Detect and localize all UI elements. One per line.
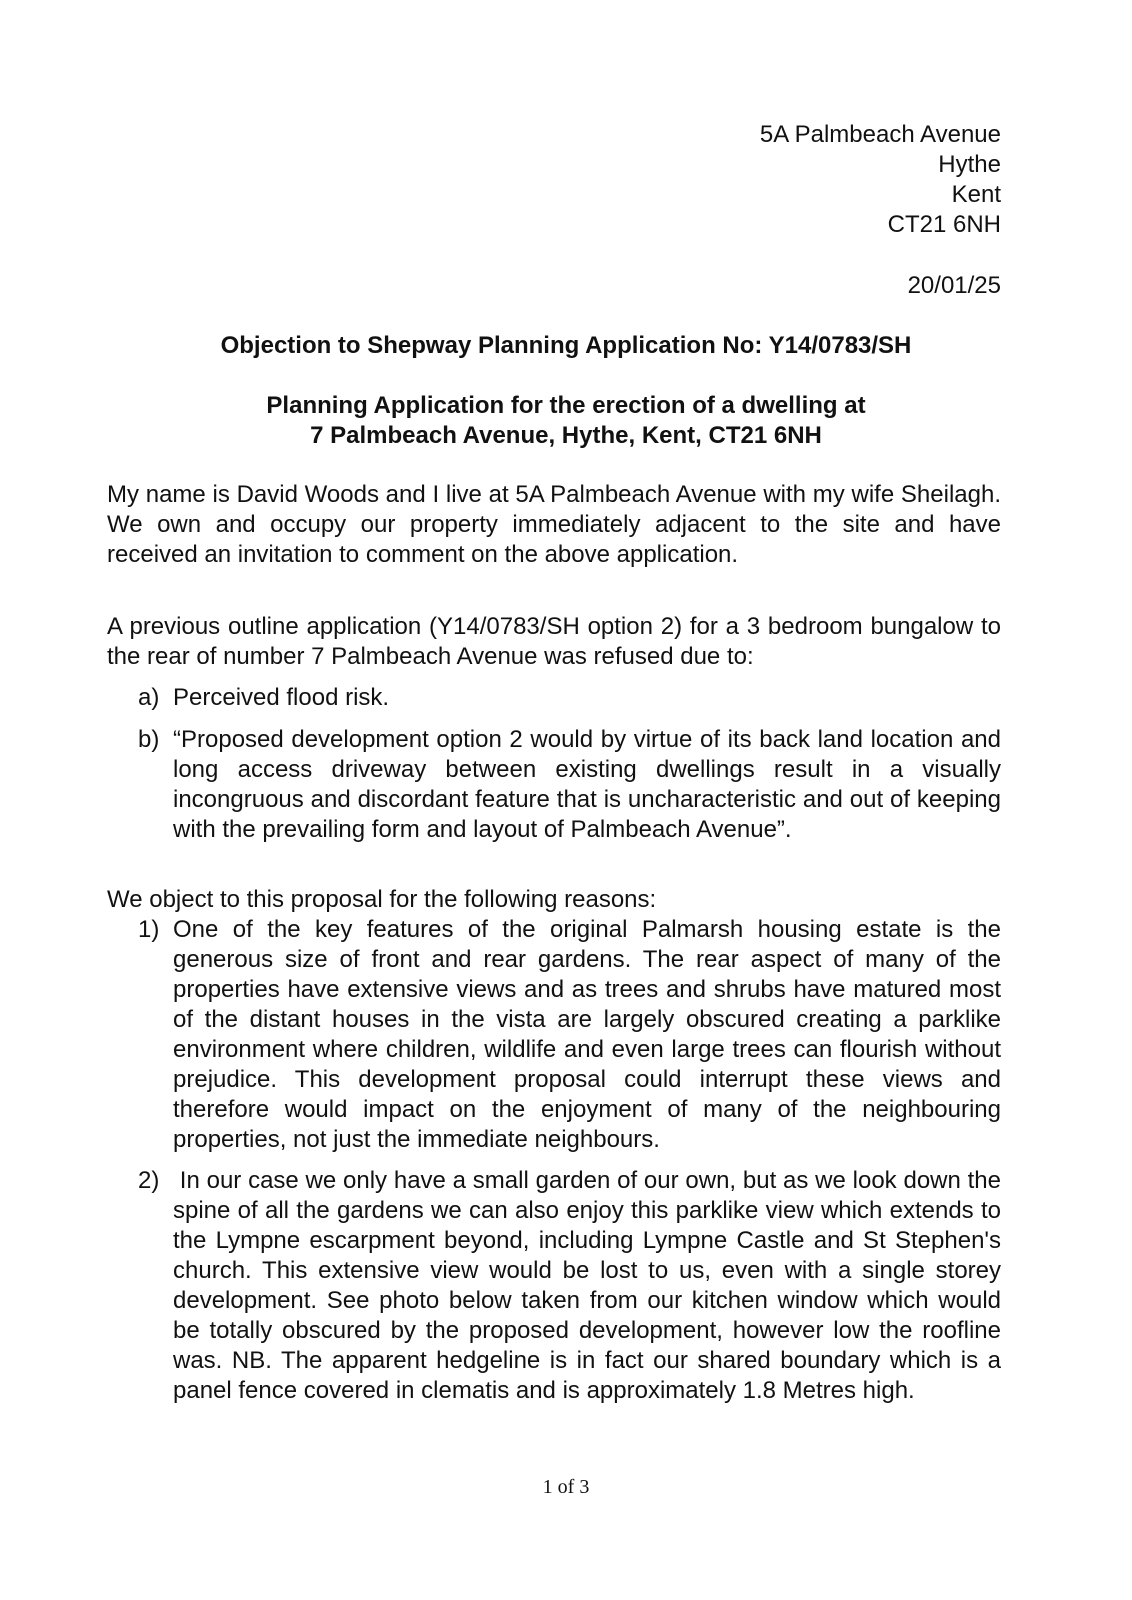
- list-text: Perceived flood risk.: [173, 684, 390, 711]
- address-line: Hythe: [938, 151, 1001, 178]
- objection-item: [107, 1166, 1001, 1406]
- address-line: Kent: [951, 181, 1001, 208]
- sender-address: [760, 120, 1001, 240]
- previous-application-paragraph: A previous outline application (Y14/0783/SH option 2) for a 3 bedroom bungalow to the rear of number 7 Palmbeach Avenue was refused due to:: [107, 613, 1001, 670]
- list-marker: 1): [138, 916, 160, 943]
- list-marker: b): [138, 726, 160, 753]
- list-text: One of the key features of the original Palmarsh housing estate is the generous size of front and rear gardens. The rear aspect of many of the properties have extensive views and as trees and shrubs have matured most of the distant houses in the vista are largely obscured creating a parklike environment where children, wildlife and even large trees can flourish without prejudice. This development proposal could interrupt these views and therefore would impact on the enjoyment of many of the neighbouring properties, not just the immediate neighbours.: [173, 916, 1001, 1153]
- objection-item: [107, 915, 1001, 1155]
- refusal-reason-item: [107, 683, 1001, 713]
- refusal-reason-item: [107, 725, 1001, 845]
- letter-title: Objection to Shepway Planning Application No: Y14/0783/SH: [220, 332, 912, 359]
- list-marker: 2): [138, 1167, 160, 1194]
- subtitle-line: 7 Palmbeach Avenue, Hythe, Kent, CT21 6NH: [310, 422, 822, 449]
- letter-subtitle: [0, 391, 1132, 451]
- list-marker: a): [138, 684, 160, 711]
- objection-intro: We object to this proposal for the following reasons:: [107, 886, 657, 913]
- address-line: 5A Palmbeach Avenue: [759, 121, 1001, 148]
- address-line: CT21 6NH: [887, 211, 1001, 238]
- letter-date: 20/01/25: [907, 272, 1001, 299]
- intro-paragraph: My name is David Woods and I live at 5A Palmbeach Avenue with my wife Sheilagh. We own and occupy our property immediately adjacent to the site and have received an invitation to comment on the above application.: [107, 481, 1001, 568]
- list-text: In our case we only have a small garden of our own, but as we look down the spine of all the gardens we can also enjoy this parklike view which extends to the Lympne escarpment beyond, including Lympne Castle and St Stephen's church. This extensive view would be lost to us, even with a single storey development. See photo below taken from our kitchen window which would be totally obscured by the proposed development, however low the roofline was. NB. The apparent hedgeline is in fact our shared boundary which is a panel fence covered in clematis and is approximately 1.8 Metres high.: [173, 1167, 1001, 1404]
- subtitle-line: Planning Application for the erection of a dwelling at: [266, 392, 866, 419]
- page-number: 1 of 3: [542, 1476, 590, 1498]
- list-text: “Proposed development option 2 would by virtue of its back land location and long access driveway between existing dwellings result in a visually incongruous and discordant feature that is uncharacteristic and out of keeping with the prevailing form and layout of Palmbeach Avenue”.: [173, 726, 1001, 843]
